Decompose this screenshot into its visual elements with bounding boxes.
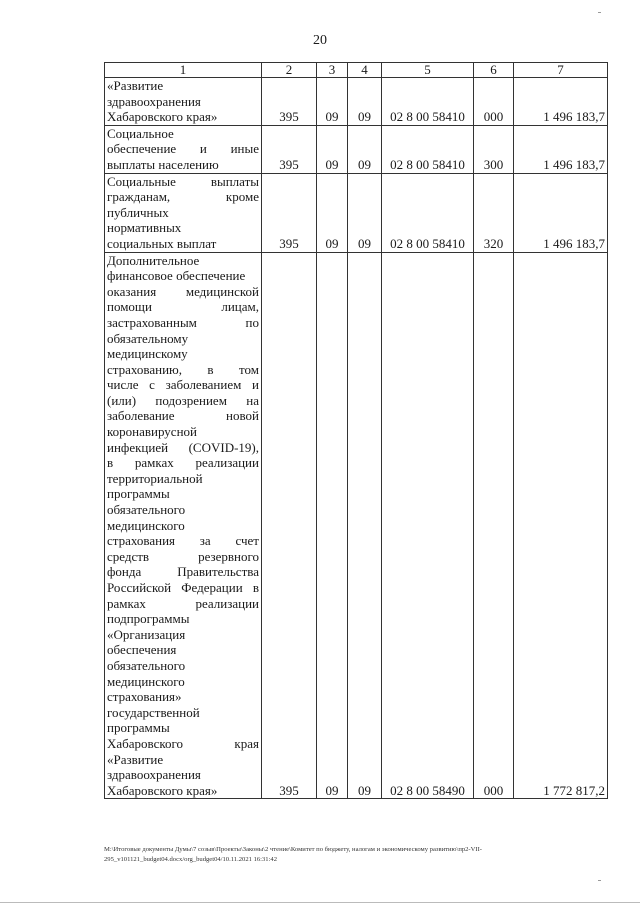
row-name-word: рамках bbox=[134, 455, 174, 471]
column-header: 1 bbox=[105, 63, 262, 78]
row-name-line bbox=[107, 377, 259, 393]
row-name-line: Хабаровского края» bbox=[107, 782, 218, 798]
row-name-line: обязательного bbox=[107, 657, 186, 673]
row-name-word: новой bbox=[226, 408, 259, 424]
row-name-word: медицинской bbox=[185, 283, 259, 299]
row-name-word: заболевание bbox=[107, 408, 175, 424]
row-name-word: кроме bbox=[225, 189, 259, 205]
admin-code-cell: 395 bbox=[262, 78, 317, 126]
column-header: 4 bbox=[348, 63, 382, 78]
row-name-line: нормативных bbox=[107, 220, 182, 236]
row-name-line bbox=[107, 580, 259, 596]
scan-artifact bbox=[598, 12, 601, 13]
row-name-word: застрахованным bbox=[107, 314, 197, 330]
row-name-line bbox=[107, 299, 259, 315]
subsection-code-cell: 09 bbox=[348, 252, 382, 799]
table-row bbox=[105, 78, 608, 126]
subsection-code-cell: 09 bbox=[348, 78, 382, 126]
row-name-word: (или) bbox=[107, 392, 137, 408]
subsection-code-cell: 09 bbox=[348, 125, 382, 173]
row-name-line: подпрограммы bbox=[107, 611, 190, 627]
budget-table bbox=[104, 62, 608, 799]
row-name-line bbox=[107, 440, 259, 456]
row-name-word: в bbox=[107, 455, 114, 471]
row-name-word: средств bbox=[107, 548, 150, 564]
row-name-line: социальных выплат bbox=[107, 235, 217, 251]
target-article-cell: 02 8 00 58410 bbox=[382, 78, 474, 126]
row-name-word: иные bbox=[230, 141, 259, 157]
row-name-line bbox=[107, 174, 259, 190]
row-name-line bbox=[107, 549, 259, 565]
row-name-cell bbox=[105, 78, 262, 126]
row-name-line: «Развитие bbox=[107, 751, 164, 767]
column-header: 7 bbox=[514, 63, 608, 78]
document-path-line: М:\Итоговые документы Думы\7 созыв\Проекты\Законы\2 чтение\Комитет по бюджету, налогам и экономическому развитию\пр2-VII- bbox=[104, 846, 482, 853]
row-name-line: коронавирусной bbox=[107, 424, 197, 440]
row-name-word: страхования bbox=[107, 533, 176, 549]
row-name-word: на bbox=[246, 392, 259, 408]
row-name-line: публичных bbox=[107, 204, 169, 220]
row-name-line bbox=[107, 596, 259, 612]
row-name-word: (COVID-19), bbox=[188, 439, 259, 455]
row-name-line: Дополнительное bbox=[107, 252, 200, 268]
table-row bbox=[105, 173, 608, 252]
table-row bbox=[105, 252, 608, 799]
row-name-line: медицинского bbox=[107, 673, 185, 689]
row-name-line bbox=[107, 455, 259, 471]
row-name-word: Хабаровского bbox=[107, 735, 184, 751]
row-name-line: медицинскому bbox=[107, 346, 188, 362]
row-name-line bbox=[107, 533, 259, 549]
row-name-word: выплаты bbox=[210, 173, 259, 189]
scan-artifact bbox=[598, 880, 601, 881]
row-name-word: по bbox=[245, 314, 259, 330]
row-name-line: государственной bbox=[107, 704, 200, 720]
row-name-word: и bbox=[252, 377, 259, 393]
row-name-line bbox=[107, 284, 259, 300]
amount-cell: 1 772 817,2 bbox=[514, 252, 608, 799]
row-name-word: страхованию, bbox=[107, 361, 182, 377]
row-name-line bbox=[107, 315, 259, 331]
row-name-line: медицинского bbox=[107, 517, 185, 533]
row-name-line: здравоохранения bbox=[107, 93, 201, 109]
row-name-word: резервного bbox=[198, 548, 259, 564]
row-name-word: в bbox=[207, 361, 214, 377]
row-name-word: Российской bbox=[107, 580, 172, 595]
row-name-line bbox=[107, 189, 259, 205]
row-name-word: края bbox=[234, 735, 259, 751]
page-number: 20 bbox=[313, 33, 327, 48]
row-name-word: за bbox=[199, 533, 211, 549]
row-name-word: оказания bbox=[107, 283, 157, 299]
row-name-line bbox=[107, 393, 259, 409]
target-article-cell: 02 8 00 58410 bbox=[382, 173, 474, 252]
row-name-word: реализации bbox=[195, 455, 259, 471]
row-name-word: Правительства bbox=[177, 564, 259, 580]
subsection-code-cell: 09 bbox=[348, 173, 382, 252]
amount-cell: 1 496 183,7 bbox=[514, 78, 608, 126]
row-name-word: числе bbox=[107, 377, 139, 393]
scan-artifact bbox=[0, 902, 640, 903]
row-name-word: инфекцией bbox=[107, 439, 169, 455]
row-name-line: программы bbox=[107, 486, 170, 502]
admin-code-cell: 395 bbox=[262, 252, 317, 799]
row-name-line bbox=[107, 736, 259, 752]
column-header: 5 bbox=[382, 63, 474, 78]
target-article-cell: 02 8 00 58490 bbox=[382, 252, 474, 799]
admin-code-cell: 395 bbox=[262, 125, 317, 173]
row-name-line bbox=[107, 564, 259, 580]
expense-type-cell: 320 bbox=[474, 173, 514, 252]
row-name-line bbox=[107, 408, 259, 424]
amount-cell: 1 496 183,7 bbox=[514, 125, 608, 173]
row-name-line: «Организация bbox=[107, 626, 186, 642]
document-path-footer bbox=[104, 845, 608, 865]
row-name-line: страхования» bbox=[107, 689, 182, 705]
row-name-line: обязательному bbox=[107, 330, 189, 346]
row-name-cell bbox=[105, 252, 262, 799]
row-name-line: программы bbox=[107, 720, 170, 736]
row-name-line: Социальное bbox=[107, 125, 174, 141]
row-name-word: с bbox=[149, 377, 155, 393]
section-code-cell: 09 bbox=[317, 252, 348, 799]
amount-cell: 1 496 183,7 bbox=[514, 173, 608, 252]
expense-type-cell: 000 bbox=[474, 78, 514, 126]
row-name-word: помощи bbox=[107, 299, 152, 315]
row-name-line: выплаты населению bbox=[107, 156, 219, 172]
row-name-line: обязательного bbox=[107, 502, 186, 518]
column-header: 6 bbox=[474, 63, 514, 78]
column-header: 3 bbox=[317, 63, 348, 78]
row-name-word: заболеванием bbox=[165, 377, 242, 393]
column-header: 2 bbox=[262, 63, 317, 78]
row-name-word: фонда bbox=[107, 564, 142, 580]
row-name-line: обеспечения bbox=[107, 642, 177, 658]
row-name-word: Социальные bbox=[107, 173, 176, 189]
row-name-line: территориальной bbox=[107, 470, 203, 486]
row-name-word: счет bbox=[235, 533, 259, 549]
expense-type-cell: 000 bbox=[474, 252, 514, 799]
row-name-word: подозрением bbox=[155, 392, 227, 408]
row-name-line: Хабаровского края» bbox=[107, 109, 218, 125]
row-name-word: и bbox=[199, 141, 207, 157]
row-name-line bbox=[107, 141, 259, 157]
header-row bbox=[105, 63, 608, 78]
row-name-word: Федерации bbox=[181, 580, 243, 595]
section-code-cell: 09 bbox=[317, 173, 348, 252]
target-article-cell: 02 8 00 58410 bbox=[382, 125, 474, 173]
row-name-word: рамках bbox=[107, 595, 146, 611]
expense-type-cell: 300 bbox=[474, 125, 514, 173]
admin-code-cell: 395 bbox=[262, 173, 317, 252]
row-name-word: реализации bbox=[195, 595, 259, 611]
row-name-line: финансовое обеспечение bbox=[107, 268, 246, 284]
table-row bbox=[105, 125, 608, 173]
row-name-word: обеспечение bbox=[107, 141, 177, 157]
row-name-line bbox=[107, 362, 259, 378]
row-name-cell bbox=[105, 125, 262, 173]
row-name-word: лицам, bbox=[221, 299, 259, 315]
row-name-line: «Развитие bbox=[107, 78, 164, 93]
row-name-word: гражданам, bbox=[107, 189, 171, 205]
row-name-line: здравоохранения bbox=[107, 767, 201, 783]
section-code-cell: 09 bbox=[317, 78, 348, 126]
row-name-cell bbox=[105, 173, 262, 252]
row-name-word: в bbox=[252, 580, 259, 595]
section-code-cell: 09 bbox=[317, 125, 348, 173]
row-name-word: том bbox=[238, 361, 259, 377]
document-path-line: 295_v101121_budget04.docx/org_budget04/10.11.2021 16:31:42 bbox=[104, 856, 278, 863]
